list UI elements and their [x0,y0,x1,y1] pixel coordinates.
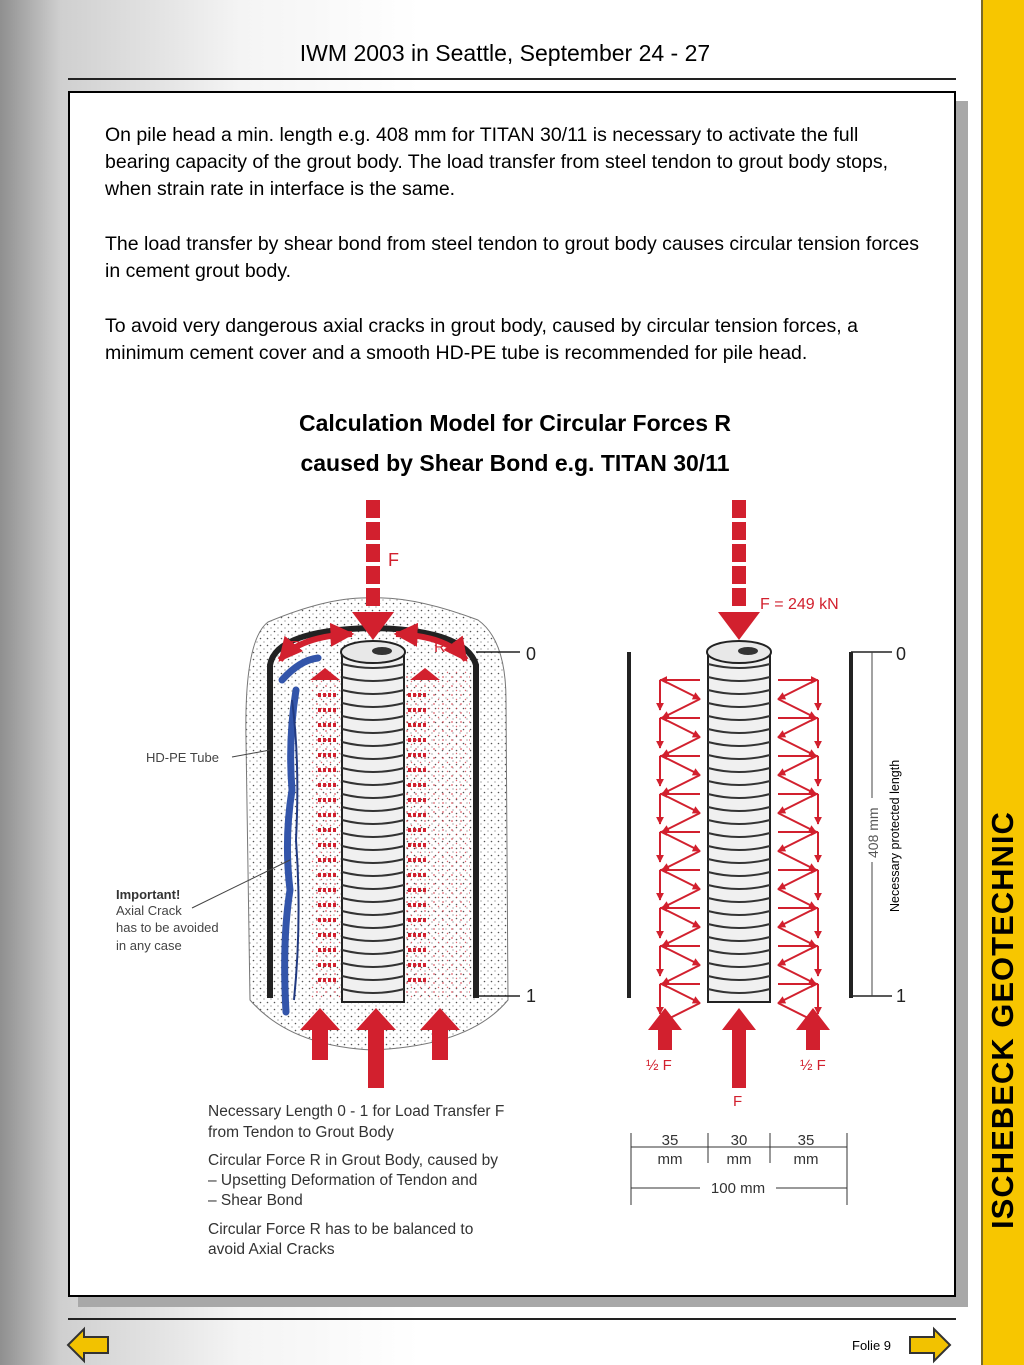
r-label-left: R [290,639,302,656]
dim-left-unit: mm [657,1151,683,1168]
force-arrow-top-right [718,500,760,640]
level-1-left: 1 [526,986,537,1006]
force-label-right: F = 249 kN [760,596,839,613]
slide-number: Folie 9 [852,1338,892,1353]
bottom-force-F: F [733,1093,743,1110]
level-1-right: 1 [896,986,907,1006]
note-line-3: Circular Force R in Grout Body, caused by [208,1152,499,1169]
paragraph-1: On pile head a min. length e.g. 408 mm for TITAN 30/11 is necessary to activate the full bearing capacity of the grout body. The load transfer from steel tendon to grout body stops, when strain rate in interface is the same. [105,124,888,200]
level-0-left: 0 [526,644,537,664]
note-line-4: – Upsetting Deformation of Tendon and [208,1172,478,1189]
paragraph-2: The load transfer by shear bond from steel tendon to grout body causes circular tension forces in cement grout body. [105,233,920,282]
dim-right-unit: mm [793,1151,819,1168]
half-force-right: ½ F [800,1057,826,1074]
necessary-protected-length: Necessary protected length [888,759,902,912]
figure-caption-line-2: caused by Shear Bond e.g. TITAN 30/11 [300,450,730,476]
next-slide-arrow-icon[interactable] [908,1326,952,1364]
dim-total: 100 mm [710,1180,766,1197]
dim-right-value: 35 [797,1132,815,1149]
dim-mid-value: 30 [730,1132,748,1149]
hdpe-tube-label: HD-PE Tube [146,750,219,765]
dim-mid-unit: mm [726,1151,752,1168]
paragraph-3: To avoid very dangerous axial cracks in grout body, caused by circular tension forces, a minimum cement cover and a smooth HD-PE tube is recommended for pile head. [105,315,858,364]
note-line-1: Necessary Length 0 - 1 for Load Transfer F [208,1103,505,1120]
right-pile-diagram [629,500,906,1205]
left-pile-diagram [116,500,536,1258]
bottom-arrows-left [300,1008,460,1088]
force-label-F: F [388,550,399,570]
dim-left-value: 35 [661,1132,679,1149]
level-0-right: 0 [896,644,907,664]
note-line-6: Circular Force R has to be balanced to [208,1221,474,1238]
note-line-2: from Tendon to Grout Body [208,1124,394,1141]
force-arrow-top-left [352,500,394,640]
note-line-7: avoid Axial Cracks [208,1241,335,1258]
important-line-2: has to be avoided [116,920,219,935]
note-line-5: – Shear Bond [208,1192,303,1209]
page-title: IWM 2003 in Seattle, September 24 - 27 [299,40,711,66]
brand-name: ISCHEBECK GEOTECHNIC [985,811,1020,1229]
half-force-left: ½ F [646,1057,672,1074]
length-label-408: 408 mm [865,807,881,858]
figure-caption-line-1: Calculation Model for Circular Forces R [299,410,731,436]
prev-slide-arrow-icon[interactable] [66,1326,110,1364]
figure-notes [208,1103,504,1258]
important-line-3: in any case [116,938,182,953]
important-title: Important! [116,887,181,902]
footer-divider [68,1318,956,1320]
important-line-1: Axial Crack [116,903,182,918]
r-label-right: R [434,639,446,656]
bottom-arrows-right [648,1008,830,1088]
